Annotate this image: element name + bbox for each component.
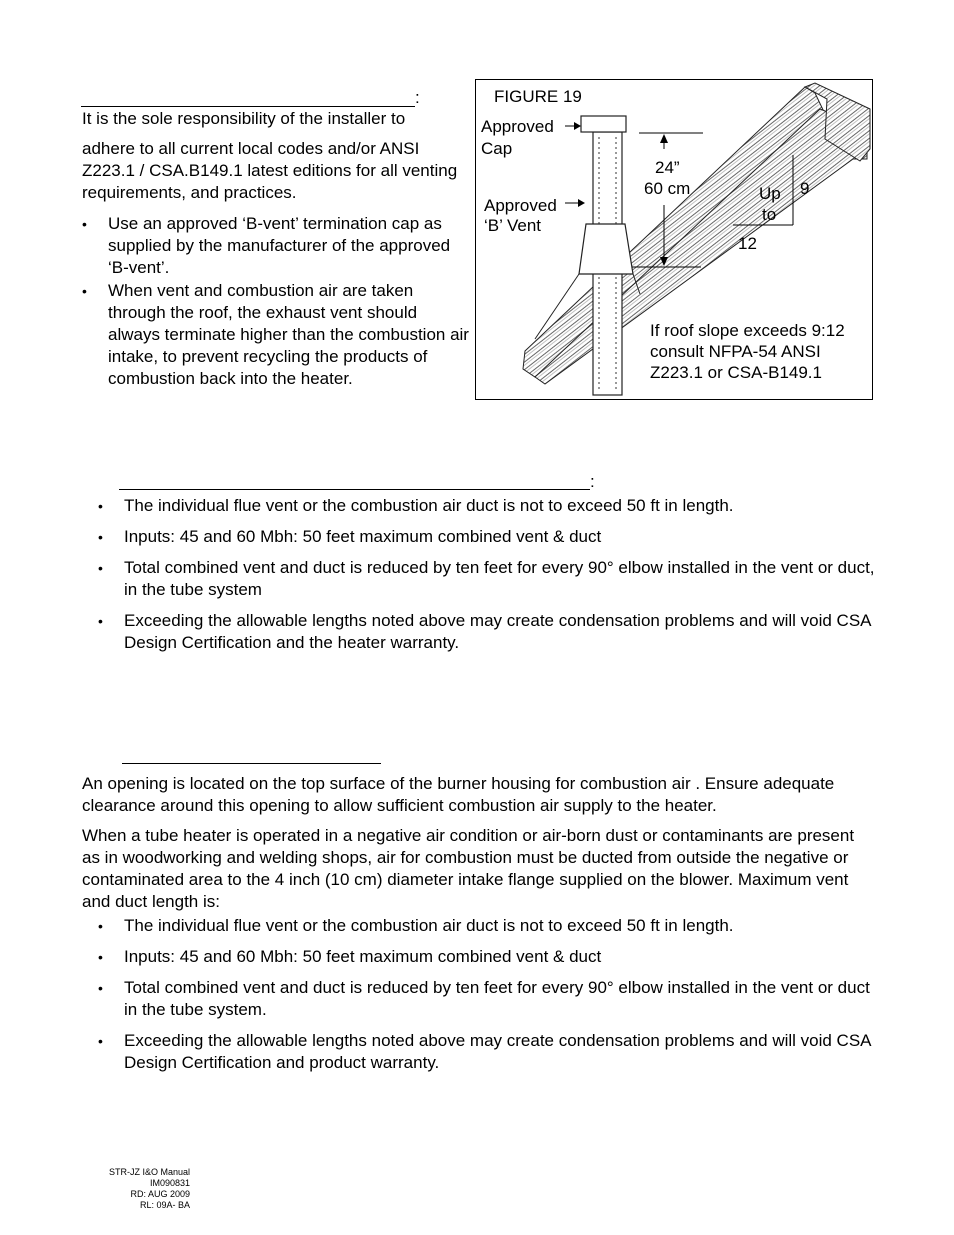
venting-intro-line1: It is the sole responsibility of the installer to [82, 109, 406, 128]
list-item [96, 610, 876, 654]
list-item-text: Total combined vent and duct is reduced by ten feet for every 90° elbow installed in the vent or duct, in the tube system [124, 558, 913, 599]
list-item [96, 495, 876, 517]
figure-title: FIGURE 19 [494, 87, 582, 106]
venting-heading-underline [81, 93, 415, 107]
venting-heading-colon: : [415, 88, 420, 107]
slope-up-label: Up [759, 184, 781, 203]
dimension-cm: 60 cm [644, 179, 691, 198]
roof-slope-note: If roof slope exceeds 9:12 consult NFPA-54 ANSI Z223.1 or CSA-B149.1 [650, 321, 845, 382]
length-heading-underline [119, 476, 590, 490]
cap-label-line2: Cap [481, 139, 513, 158]
cap-label-line1: Approved [481, 117, 554, 136]
combustion-heading-underline [122, 750, 381, 764]
list-item [80, 280, 472, 390]
combustion-paragraph-1: An opening is located on the top surface of the burner housing for combustion air . Ensure adequate clearance around this opening to allow sufficient combustion air supply to the heater. [82, 774, 835, 815]
list-item [96, 1030, 876, 1074]
footer-manual-name: STR-JZ I&O Manual [108, 1167, 190, 1177]
combustion-paragraph-2: When a tube heater is operated in a negative air condition or air-born dust or contaminants are present as in woodworking and welding shops, air for combustion must be ducted from outside the negative or contaminated area to the 4 inch (10 cm) diameter intake flange supplied on the blower. Maximum vent and duct length is: [82, 826, 855, 911]
slope-run-value: 12 [738, 234, 757, 253]
storm-collar [579, 224, 633, 274]
dimension-inches: 24” [655, 158, 680, 177]
footer-revision-date: RD: AUG 2009 [130, 1189, 190, 1199]
vent-label-line1: Approved [484, 196, 557, 215]
slope-to-label: to [762, 205, 777, 224]
list-item-text: Total combined vent and duct is reduced by ten feet for every 90° elbow installed in the vent or duct in the tube system. [124, 978, 908, 1019]
list-item [96, 977, 908, 1021]
slope-rise-value: 9 [800, 179, 810, 198]
combustion-bullet-list [96, 915, 908, 1074]
list-item-text: Inputs: 45 and 60 Mbh: 50 feet maximum combined vent & duct [124, 947, 602, 966]
vent-label-line2: ‘B’ Vent [484, 216, 542, 235]
list-item [96, 946, 876, 968]
list-item-text: Use an approved ‘B-vent’ termination cap as supplied by the manufacturer of the approved ‘B-vent’. [108, 214, 451, 277]
list-item-text: When vent and combustion air are taken through the roof, the exhaust vent should always terminate higher than the combustion air intake, to prevent recycling the products of combustion back into the heater. [108, 281, 469, 388]
list-item-text: The individual flue vent or the combustion air duct is not to exceed 50 ft in length. [124, 496, 734, 515]
list-item-text: Exceeding the allowable lengths noted above may create condensation problems and will void CSA Design Certification and product warranty. [124, 1031, 871, 1072]
list-item-text: Inputs: 45 and 60 Mbh: 50 feet maximum combined vent & duct [124, 527, 602, 546]
footer-release: RL: 09A- BA [139, 1200, 190, 1210]
document-footer [90, 1167, 190, 1211]
termination-cap [581, 116, 626, 132]
list-item [96, 557, 913, 601]
venting-bullet-list [80, 213, 472, 390]
list-item [80, 213, 472, 279]
list-item-text: Exceeding the allowable lengths noted above may create condensation problems and will void CSA Design Certification and the heater warranty. [124, 611, 871, 652]
footer-document-id: IM090831 [149, 1178, 190, 1188]
list-item-text: The individual flue vent or the combustion air duct is not to exceed 50 ft in length. [124, 916, 734, 935]
list-item [96, 915, 876, 937]
length-bullet-list [96, 495, 913, 654]
venting-intro-rest: adhere to all current local codes and/or ANSI Z223.1 / CSA.B149.1 latest editions for all venting requirements, and practices. [82, 139, 458, 202]
length-heading-colon: : [590, 472, 595, 491]
list-item [96, 526, 876, 548]
